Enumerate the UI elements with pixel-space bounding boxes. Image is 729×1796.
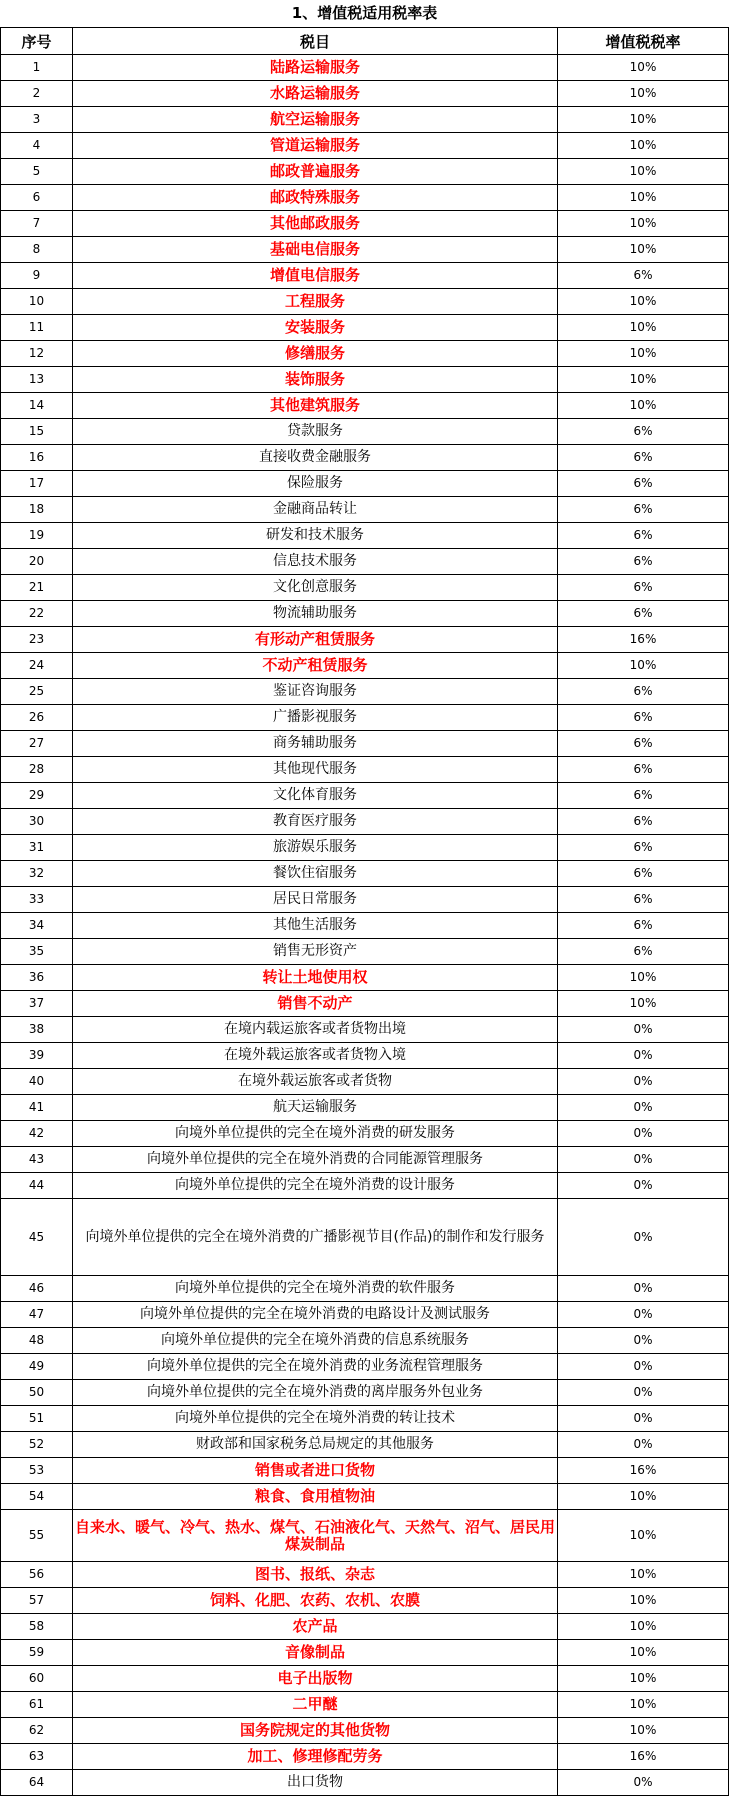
row-seq: 16 bbox=[1, 445, 73, 471]
row-rate: 10% bbox=[558, 393, 729, 419]
table-row bbox=[1, 1147, 729, 1173]
table-row bbox=[1, 679, 729, 705]
row-rate: 6% bbox=[558, 861, 729, 887]
row-item: 直接收费金融服务 bbox=[73, 445, 558, 471]
table-row bbox=[1, 1276, 729, 1302]
row-seq: 4 bbox=[1, 133, 73, 159]
row-seq: 17 bbox=[1, 471, 73, 497]
row-rate: 0% bbox=[558, 1380, 729, 1406]
table-row bbox=[1, 1510, 729, 1562]
table-row bbox=[1, 185, 729, 211]
table-row bbox=[1, 627, 729, 653]
row-seq: 61 bbox=[1, 1692, 73, 1718]
table-row bbox=[1, 887, 729, 913]
row-seq: 39 bbox=[1, 1043, 73, 1069]
row-item: 向境外单位提供的完全在境外消费的研发服务 bbox=[73, 1121, 558, 1147]
row-item: 二甲醚 bbox=[73, 1692, 558, 1718]
table-row bbox=[1, 1017, 729, 1043]
row-rate: 0% bbox=[558, 1173, 729, 1199]
row-item: 文化体育服务 bbox=[73, 783, 558, 809]
row-seq: 44 bbox=[1, 1173, 73, 1199]
row-rate: 0% bbox=[558, 1432, 729, 1458]
row-seq: 51 bbox=[1, 1406, 73, 1432]
table-row bbox=[1, 159, 729, 185]
row-rate: 6% bbox=[558, 445, 729, 471]
row-item: 其他现代服务 bbox=[73, 757, 558, 783]
table-row bbox=[1, 549, 729, 575]
row-seq: 23 bbox=[1, 627, 73, 653]
header-item: 税目 bbox=[73, 28, 558, 55]
row-rate: 6% bbox=[558, 913, 729, 939]
row-item: 音像制品 bbox=[73, 1640, 558, 1666]
table-body bbox=[1, 55, 729, 1796]
row-seq: 46 bbox=[1, 1276, 73, 1302]
row-rate: 10% bbox=[558, 133, 729, 159]
table-row bbox=[1, 393, 729, 419]
table-row bbox=[1, 1484, 729, 1510]
row-item: 贷款服务 bbox=[73, 419, 558, 445]
row-seq: 36 bbox=[1, 965, 73, 991]
row-rate: 16% bbox=[558, 627, 729, 653]
row-rate: 6% bbox=[558, 497, 729, 523]
row-seq: 64 bbox=[1, 1770, 73, 1796]
row-seq: 42 bbox=[1, 1121, 73, 1147]
table-row bbox=[1, 1095, 729, 1121]
row-seq: 8 bbox=[1, 237, 73, 263]
row-item: 装饰服务 bbox=[73, 367, 558, 393]
row-rate: 6% bbox=[558, 705, 729, 731]
table-row bbox=[1, 939, 729, 965]
row-item: 增值电信服务 bbox=[73, 263, 558, 289]
row-rate: 0% bbox=[558, 1147, 729, 1173]
table-row bbox=[1, 1406, 729, 1432]
table-row bbox=[1, 809, 729, 835]
row-item: 其他建筑服务 bbox=[73, 393, 558, 419]
row-rate: 10% bbox=[558, 1614, 729, 1640]
row-item: 不动产租赁服务 bbox=[73, 653, 558, 679]
table-row bbox=[1, 237, 729, 263]
row-item: 工程服务 bbox=[73, 289, 558, 315]
table-row bbox=[1, 315, 729, 341]
row-rate: 10% bbox=[558, 1666, 729, 1692]
row-rate: 10% bbox=[558, 1510, 729, 1562]
row-rate: 0% bbox=[558, 1017, 729, 1043]
row-item: 邮政普遍服务 bbox=[73, 159, 558, 185]
table-row bbox=[1, 991, 729, 1017]
table-row bbox=[1, 367, 729, 393]
row-rate: 10% bbox=[558, 55, 729, 81]
row-seq: 24 bbox=[1, 653, 73, 679]
table-row bbox=[1, 653, 729, 679]
row-rate: 10% bbox=[558, 1562, 729, 1588]
table-row bbox=[1, 1588, 729, 1614]
table-row bbox=[1, 835, 729, 861]
row-seq: 26 bbox=[1, 705, 73, 731]
row-rate: 10% bbox=[558, 1484, 729, 1510]
row-item: 保险服务 bbox=[73, 471, 558, 497]
row-rate: 0% bbox=[558, 1276, 729, 1302]
row-rate: 10% bbox=[558, 81, 729, 107]
row-item: 在境外载运旅客或者货物 bbox=[73, 1069, 558, 1095]
table-row bbox=[1, 1302, 729, 1328]
row-item: 物流辅助服务 bbox=[73, 601, 558, 627]
row-seq: 30 bbox=[1, 809, 73, 835]
table-row bbox=[1, 1328, 729, 1354]
row-rate: 10% bbox=[558, 1588, 729, 1614]
row-seq: 50 bbox=[1, 1380, 73, 1406]
row-seq: 48 bbox=[1, 1328, 73, 1354]
table-row bbox=[1, 705, 729, 731]
row-item: 邮政特殊服务 bbox=[73, 185, 558, 211]
row-rate: 6% bbox=[558, 471, 729, 497]
row-seq: 52 bbox=[1, 1432, 73, 1458]
table-row bbox=[1, 289, 729, 315]
row-rate: 10% bbox=[558, 185, 729, 211]
row-seq: 19 bbox=[1, 523, 73, 549]
row-item: 向境外单位提供的完全在境外消费的业务流程管理服务 bbox=[73, 1354, 558, 1380]
row-item: 财政部和国家税务总局规定的其他服务 bbox=[73, 1432, 558, 1458]
row-seq: 27 bbox=[1, 731, 73, 757]
row-seq: 18 bbox=[1, 497, 73, 523]
row-item: 向境外单位提供的完全在境外消费的设计服务 bbox=[73, 1173, 558, 1199]
row-rate: 10% bbox=[558, 653, 729, 679]
header-row bbox=[1, 28, 729, 55]
row-rate: 6% bbox=[558, 419, 729, 445]
table-row bbox=[1, 81, 729, 107]
table-row bbox=[1, 55, 729, 81]
row-seq: 12 bbox=[1, 341, 73, 367]
row-seq: 55 bbox=[1, 1510, 73, 1562]
row-rate: 10% bbox=[558, 211, 729, 237]
row-rate: 0% bbox=[558, 1121, 729, 1147]
row-seq: 43 bbox=[1, 1147, 73, 1173]
row-rate: 6% bbox=[558, 887, 729, 913]
table-row bbox=[1, 107, 729, 133]
table-row bbox=[1, 575, 729, 601]
row-item: 研发和技术服务 bbox=[73, 523, 558, 549]
row-rate: 0% bbox=[558, 1406, 729, 1432]
table-row bbox=[1, 1666, 729, 1692]
table-row bbox=[1, 1069, 729, 1095]
row-seq: 59 bbox=[1, 1640, 73, 1666]
row-item: 安装服务 bbox=[73, 315, 558, 341]
table-row bbox=[1, 497, 729, 523]
row-item: 向境外单位提供的完全在境外消费的电路设计及测试服务 bbox=[73, 1302, 558, 1328]
row-item: 餐饮住宿服务 bbox=[73, 861, 558, 887]
row-item: 有形动产租赁服务 bbox=[73, 627, 558, 653]
table-row bbox=[1, 1562, 729, 1588]
row-rate: 10% bbox=[558, 1640, 729, 1666]
table-row bbox=[1, 1432, 729, 1458]
row-item: 向境外单位提供的完全在境外消费的转让技术 bbox=[73, 1406, 558, 1432]
row-rate: 6% bbox=[558, 731, 729, 757]
row-item: 文化创意服务 bbox=[73, 575, 558, 601]
table-row bbox=[1, 471, 729, 497]
row-rate: 10% bbox=[558, 315, 729, 341]
row-item: 管道运输服务 bbox=[73, 133, 558, 159]
row-seq: 58 bbox=[1, 1614, 73, 1640]
table-title-row bbox=[1, 0, 729, 28]
row-seq: 32 bbox=[1, 861, 73, 887]
row-seq: 3 bbox=[1, 107, 73, 133]
table-row bbox=[1, 133, 729, 159]
row-rate: 10% bbox=[558, 289, 729, 315]
row-item: 商务辅助服务 bbox=[73, 731, 558, 757]
table-row bbox=[1, 263, 729, 289]
row-seq: 13 bbox=[1, 367, 73, 393]
row-rate: 0% bbox=[558, 1095, 729, 1121]
table-row bbox=[1, 757, 729, 783]
row-seq: 2 bbox=[1, 81, 73, 107]
row-rate: 0% bbox=[558, 1069, 729, 1095]
row-item: 金融商品转让 bbox=[73, 497, 558, 523]
row-item: 向境外单位提供的完全在境外消费的信息系统服务 bbox=[73, 1328, 558, 1354]
table-row bbox=[1, 419, 729, 445]
table-row bbox=[1, 1121, 729, 1147]
row-seq: 14 bbox=[1, 393, 73, 419]
row-item: 水路运输服务 bbox=[73, 81, 558, 107]
row-item: 销售不动产 bbox=[73, 991, 558, 1017]
table-row bbox=[1, 861, 729, 887]
row-item: 航天运输服务 bbox=[73, 1095, 558, 1121]
row-item: 陆路运输服务 bbox=[73, 55, 558, 81]
table-row bbox=[1, 1770, 729, 1796]
row-rate: 6% bbox=[558, 263, 729, 289]
row-item: 教育医疗服务 bbox=[73, 809, 558, 835]
table-row bbox=[1, 341, 729, 367]
table-row bbox=[1, 783, 729, 809]
row-item: 国务院规定的其他货物 bbox=[73, 1718, 558, 1744]
row-rate: 0% bbox=[558, 1199, 729, 1276]
row-item: 旅游娱乐服务 bbox=[73, 835, 558, 861]
row-seq: 45 bbox=[1, 1199, 73, 1276]
row-rate: 0% bbox=[558, 1328, 729, 1354]
row-rate: 0% bbox=[558, 1354, 729, 1380]
row-item: 图书、报纸、杂志 bbox=[73, 1562, 558, 1588]
row-seq: 22 bbox=[1, 601, 73, 627]
row-rate: 6% bbox=[558, 757, 729, 783]
row-item: 向境外单位提供的完全在境外消费的广播影视节目(作品)的制作和发行服务 bbox=[73, 1199, 558, 1276]
table-row bbox=[1, 1354, 729, 1380]
table-row bbox=[1, 1640, 729, 1666]
row-seq: 60 bbox=[1, 1666, 73, 1692]
row-seq: 35 bbox=[1, 939, 73, 965]
row-seq: 15 bbox=[1, 419, 73, 445]
row-seq: 54 bbox=[1, 1484, 73, 1510]
row-rate: 10% bbox=[558, 341, 729, 367]
row-rate: 6% bbox=[558, 601, 729, 627]
row-item: 基础电信服务 bbox=[73, 237, 558, 263]
table-row bbox=[1, 1614, 729, 1640]
row-rate: 0% bbox=[558, 1043, 729, 1069]
table-row bbox=[1, 523, 729, 549]
row-seq: 5 bbox=[1, 159, 73, 185]
row-seq: 28 bbox=[1, 757, 73, 783]
row-item: 鉴证咨询服务 bbox=[73, 679, 558, 705]
row-rate: 10% bbox=[558, 991, 729, 1017]
row-item: 在境内载运旅客或者货物出境 bbox=[73, 1017, 558, 1043]
table-row bbox=[1, 965, 729, 991]
row-item: 农产品 bbox=[73, 1614, 558, 1640]
row-item: 信息技术服务 bbox=[73, 549, 558, 575]
table-row bbox=[1, 1692, 729, 1718]
header-rate: 增值税税率 bbox=[558, 28, 729, 55]
table-row bbox=[1, 601, 729, 627]
row-item: 其他生活服务 bbox=[73, 913, 558, 939]
row-seq: 38 bbox=[1, 1017, 73, 1043]
row-seq: 10 bbox=[1, 289, 73, 315]
table-row bbox=[1, 731, 729, 757]
row-item: 自来水、暖气、冷气、热水、煤气、石油液化气、天然气、沼气、居民用煤炭制品 bbox=[73, 1510, 558, 1562]
header-seq: 序号 bbox=[1, 28, 73, 55]
row-seq: 47 bbox=[1, 1302, 73, 1328]
row-seq: 21 bbox=[1, 575, 73, 601]
row-rate: 16% bbox=[558, 1744, 729, 1770]
table-row bbox=[1, 445, 729, 471]
row-item: 居民日常服务 bbox=[73, 887, 558, 913]
table-row bbox=[1, 1173, 729, 1199]
row-rate: 10% bbox=[558, 965, 729, 991]
row-rate: 6% bbox=[558, 549, 729, 575]
row-seq: 11 bbox=[1, 315, 73, 341]
row-seq: 34 bbox=[1, 913, 73, 939]
row-seq: 57 bbox=[1, 1588, 73, 1614]
table-row bbox=[1, 913, 729, 939]
row-rate: 6% bbox=[558, 809, 729, 835]
row-seq: 53 bbox=[1, 1458, 73, 1484]
row-seq: 1 bbox=[1, 55, 73, 81]
row-seq: 63 bbox=[1, 1744, 73, 1770]
row-rate: 10% bbox=[558, 237, 729, 263]
row-item: 航空运输服务 bbox=[73, 107, 558, 133]
row-item: 广播影视服务 bbox=[73, 705, 558, 731]
row-rate: 6% bbox=[558, 939, 729, 965]
row-rate: 6% bbox=[558, 783, 729, 809]
row-seq: 31 bbox=[1, 835, 73, 861]
row-rate: 10% bbox=[558, 107, 729, 133]
row-rate: 6% bbox=[558, 835, 729, 861]
table-row bbox=[1, 1458, 729, 1484]
row-item: 饲料、化肥、农药、农机、农膜 bbox=[73, 1588, 558, 1614]
table-row bbox=[1, 1199, 729, 1276]
row-item: 出口货物 bbox=[73, 1770, 558, 1796]
table-row bbox=[1, 211, 729, 237]
row-item: 加工、修理修配劳务 bbox=[73, 1744, 558, 1770]
row-rate: 6% bbox=[558, 575, 729, 601]
row-seq: 56 bbox=[1, 1562, 73, 1588]
row-item: 向境外单位提供的完全在境外消费的合同能源管理服务 bbox=[73, 1147, 558, 1173]
row-seq: 62 bbox=[1, 1718, 73, 1744]
row-seq: 29 bbox=[1, 783, 73, 809]
row-item: 电子出版物 bbox=[73, 1666, 558, 1692]
row-seq: 9 bbox=[1, 263, 73, 289]
row-item: 在境外载运旅客或者货物入境 bbox=[73, 1043, 558, 1069]
table-row bbox=[1, 1043, 729, 1069]
row-rate: 6% bbox=[558, 523, 729, 549]
row-item: 向境外单位提供的完全在境外消费的软件服务 bbox=[73, 1276, 558, 1302]
row-rate: 6% bbox=[558, 679, 729, 705]
row-seq: 7 bbox=[1, 211, 73, 237]
row-rate: 0% bbox=[558, 1770, 729, 1796]
row-item: 向境外单位提供的完全在境外消费的离岸服务外包业务 bbox=[73, 1380, 558, 1406]
row-seq: 20 bbox=[1, 549, 73, 575]
row-seq: 33 bbox=[1, 887, 73, 913]
row-seq: 40 bbox=[1, 1069, 73, 1095]
row-seq: 6 bbox=[1, 185, 73, 211]
row-seq: 49 bbox=[1, 1354, 73, 1380]
row-seq: 37 bbox=[1, 991, 73, 1017]
table-row bbox=[1, 1380, 729, 1406]
row-item: 其他邮政服务 bbox=[73, 211, 558, 237]
row-rate: 10% bbox=[558, 1692, 729, 1718]
row-item: 修缮服务 bbox=[73, 341, 558, 367]
row-rate: 0% bbox=[558, 1302, 729, 1328]
row-item: 转让土地使用权 bbox=[73, 965, 558, 991]
table-title: 1、增值税适用税率表 bbox=[1, 0, 729, 28]
row-rate: 16% bbox=[558, 1458, 729, 1484]
table-row bbox=[1, 1744, 729, 1770]
row-item: 粮食、食用植物油 bbox=[73, 1484, 558, 1510]
row-rate: 10% bbox=[558, 1718, 729, 1744]
row-seq: 41 bbox=[1, 1095, 73, 1121]
row-seq: 25 bbox=[1, 679, 73, 705]
table-row bbox=[1, 1718, 729, 1744]
row-item: 销售或者进口货物 bbox=[73, 1458, 558, 1484]
row-rate: 10% bbox=[558, 159, 729, 185]
row-item: 销售无形资产 bbox=[73, 939, 558, 965]
row-rate: 10% bbox=[558, 367, 729, 393]
